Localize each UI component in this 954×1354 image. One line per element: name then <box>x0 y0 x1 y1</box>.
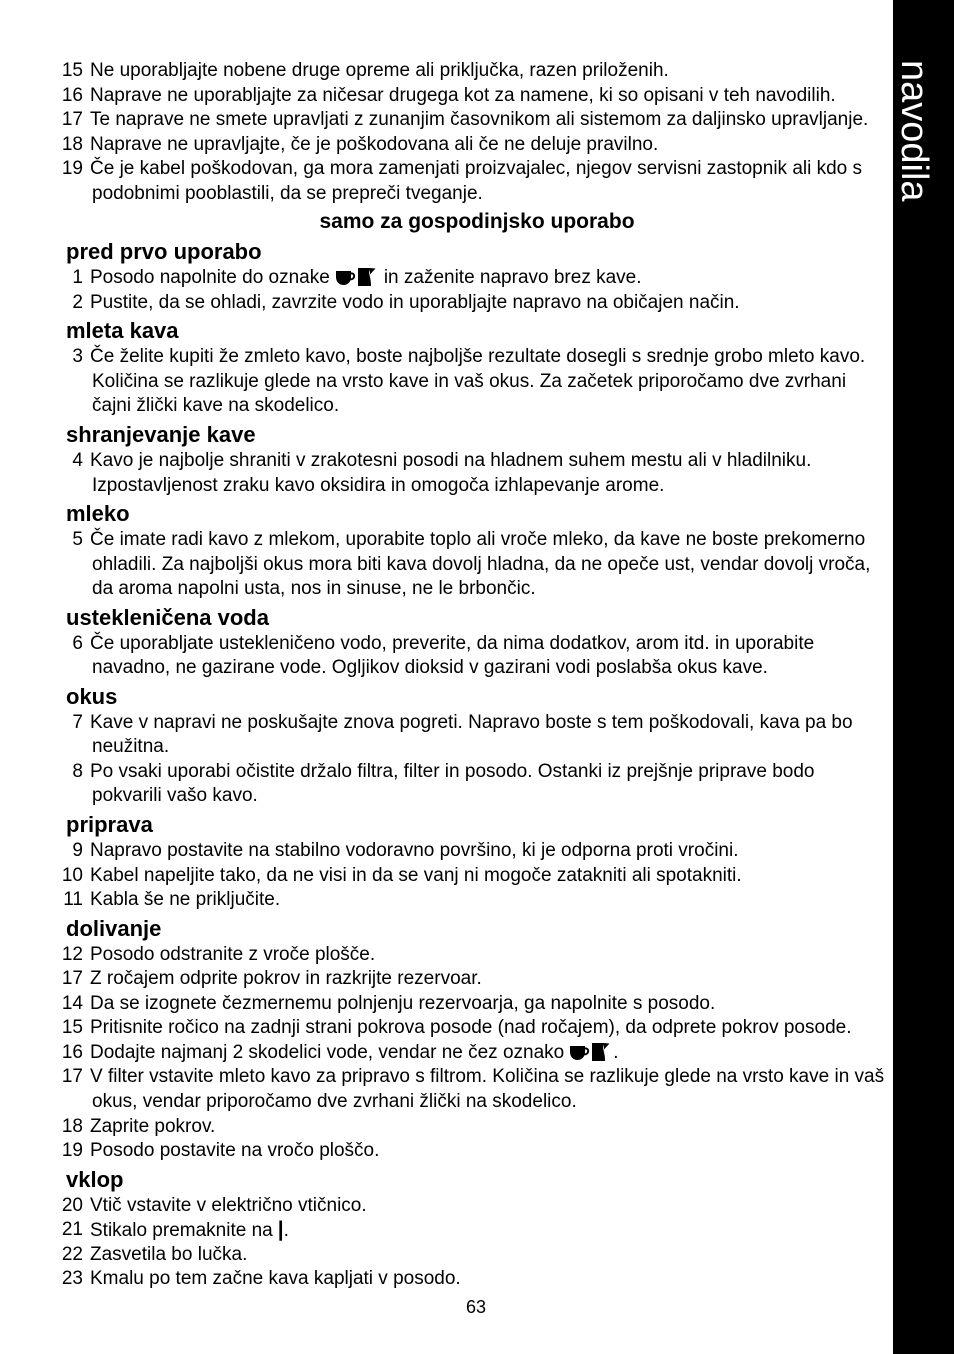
item-text: Količina se razlikuje glede na vrsto kave in vaš okus. Za začetek priporočamo dve zvrhani <box>92 370 847 392</box>
list-item <box>0 266 893 291</box>
item-line <box>0 345 893 370</box>
item-line <box>0 1194 893 1219</box>
section-before-first-use <box>0 236 893 315</box>
section-heading: ustekleničena voda <box>66 604 269 630</box>
safety-list <box>0 59 893 206</box>
section-heading: shranjevanje kave <box>66 422 256 448</box>
item-text: Kave v napravi ne poskušajte znova pogreti. Napravo boste s tem poškodovali, kava pa bo <box>90 711 853 733</box>
section-heading: vklop <box>66 1166 124 1192</box>
item-line <box>0 59 893 84</box>
item-number: 1 <box>72 267 83 289</box>
item-number: 2 <box>72 291 83 313</box>
list-item <box>0 1139 893 1164</box>
item-number: 16 <box>61 84 83 106</box>
item-number: 22 <box>61 1243 83 1265</box>
section-heading: pred prvo uporabo <box>66 239 262 265</box>
item-number: 17 <box>61 968 83 990</box>
cup-and-jug-icon <box>569 1041 613 1062</box>
item-number: 10 <box>61 864 83 886</box>
list-item <box>0 157 893 206</box>
list-item <box>0 84 893 109</box>
item-line-continuation <box>0 577 893 602</box>
item-number: 7 <box>72 711 83 733</box>
item-text: čajni žlički kave na skodelico. <box>92 395 340 417</box>
item-line-continuation <box>0 370 893 395</box>
section-preparation <box>0 809 893 913</box>
item-number: 18 <box>61 1115 83 1137</box>
item-number: 16 <box>61 1041 83 1063</box>
item-text <box>90 1218 289 1244</box>
list-item <box>0 1065 893 1114</box>
list-item <box>0 864 893 889</box>
item-text: Če je kabel poškodovan, ga mora zamenjati proizvajalec, njegov servisni zastopnik ali kdo s <box>90 158 863 180</box>
item-line <box>0 108 893 133</box>
item-line <box>0 632 893 657</box>
list-item <box>0 449 893 498</box>
list-item <box>0 291 893 316</box>
item-text <box>90 266 642 291</box>
section-heading: dolivanje <box>66 915 162 941</box>
item-line <box>0 1243 893 1268</box>
item-text-after: in zaženite napravo brez kave. <box>383 267 642 289</box>
section-heading: priprava <box>66 812 153 838</box>
list-item <box>0 888 893 913</box>
item-text: V filter vstavite mleto kavo za pripravo s filtrom. Količina se razlikuje glede na vrsto kave in vaš <box>90 1066 885 1088</box>
list-item <box>0 943 893 968</box>
list-item <box>0 1041 893 1066</box>
item-text: pokvarili vašo kavo. <box>92 785 258 807</box>
section-storing-coffee <box>0 419 893 498</box>
item-text: Te naprave ne smete upravljati z zunanjim časovnikom ali sistemom za daljinsko upravljanje. <box>90 109 869 131</box>
item-text: Izpostavljenost zraku kavo oksidira in omogoča izhlapevanje arome. <box>92 474 665 496</box>
item-number: 15 <box>61 60 83 81</box>
item-number: 9 <box>72 840 83 862</box>
item-line <box>0 943 893 968</box>
list-item <box>0 133 893 158</box>
item-line <box>0 967 893 992</box>
item-text: Kavo je najbolje shraniti v zrakotesni posodi na hladnem suhem mestu ali v hladilniku. <box>90 450 812 472</box>
item-line-continuation <box>0 735 893 760</box>
cup-and-jug-icon <box>335 266 379 287</box>
section-filling <box>0 913 893 1164</box>
item-text: neužitna. <box>92 736 170 758</box>
item-number: 12 <box>61 943 83 965</box>
section-heading: mleta kava <box>66 318 179 344</box>
item-text: Če uporabljate ustekleničeno vodo, preverite, da nima dodatkov, arom itd. in uporabite <box>90 632 815 654</box>
item-text: Z ročajem odprite pokrov in razkrijte rezervoar. <box>90 968 482 990</box>
item-text: Kabel napeljite tako, da ne visi in da se vanj ni mogoče zatakniti ali spotakniti. <box>90 864 742 886</box>
list-item <box>0 59 893 84</box>
item-number: 3 <box>72 346 83 368</box>
list-item <box>0 345 893 419</box>
page-number: 63 <box>465 1297 487 1317</box>
item-number: 11 <box>63 889 83 911</box>
item-line <box>0 291 893 316</box>
item-text: okus, vendar priporočamo dve zvrhani žlički na skodelico. <box>92 1090 577 1112</box>
item-number: 15 <box>61 1017 83 1039</box>
item-number: 21 <box>61 1219 83 1241</box>
item-text-before: Dodajte najmanj 2 skodelici vode, vendar ne čez oznako <box>90 1041 565 1063</box>
item-number: 17 <box>61 109 83 131</box>
side-tab <box>893 0 954 1354</box>
list-item <box>0 967 893 992</box>
item-text-before: Stikalo premaknite na <box>90 1220 273 1242</box>
item-line <box>0 864 893 889</box>
section-taste <box>0 681 893 809</box>
item-text: Napravo postavite na stabilno vodoravno površino, ki je odporna proti vročini. <box>90 840 739 862</box>
item-text: Posodo odstranite z vroče plošče. <box>90 943 376 965</box>
list-item <box>0 1115 893 1140</box>
item-number: 5 <box>72 529 83 551</box>
item-line <box>0 1065 893 1090</box>
item-line-continuation <box>0 553 893 578</box>
item-number: 18 <box>61 133 83 155</box>
item-text: ohladili. Za najboljši okus mora biti kava dovolj hladna, da ne opeče ust, vendar dovolj vroča, <box>92 553 871 575</box>
list-item <box>0 839 893 864</box>
item-line <box>0 711 893 736</box>
item-number: 23 <box>61 1268 83 1290</box>
item-text <box>90 1041 619 1066</box>
item-text: Posodo postavite na vročo ploščo. <box>90 1140 380 1162</box>
list-item <box>0 1016 893 1041</box>
item-text: Da se izognete čezmernemu polnjenju rezervoarja, ga napolnite s posodo. <box>90 992 716 1014</box>
list-item <box>0 1243 893 1268</box>
item-line-continuation <box>0 784 893 809</box>
item-text: Kmalu po tem začne kava kapljati v posodo. <box>90 1268 461 1290</box>
item-text: Pustite, da se ohladi, zavrzite vodo in uporabljajte napravo na običajen način. <box>90 291 740 313</box>
item-line <box>0 1267 893 1292</box>
list-item <box>0 711 893 760</box>
item-text: Kabla še ne priključite. <box>90 889 281 911</box>
item-number: 20 <box>61 1194 83 1216</box>
item-text: Zasvetila bo lučka. <box>90 1243 248 1265</box>
item-text-after: . <box>283 1220 289 1242</box>
item-line <box>0 133 893 158</box>
item-line <box>0 888 893 913</box>
item-line <box>0 84 893 109</box>
item-line <box>0 760 893 785</box>
section-ground-coffee <box>0 315 893 419</box>
section-heading: okus <box>66 683 118 709</box>
item-line <box>0 157 893 182</box>
item-text: podobnimi pooblastili, da se prepreči tveganje. <box>92 182 483 204</box>
item-text: Pritisnite ročico na zadnji strani pokrova posode (nad ročajem), da odprete pokrov posode. <box>90 1017 852 1039</box>
item-text-after: . <box>613 1041 619 1063</box>
item-line <box>0 449 893 474</box>
list-item <box>0 1218 893 1243</box>
list-item <box>0 760 893 809</box>
side-tab-label: navodila <box>893 60 935 202</box>
item-text: Če imate radi kavo z mlekom, uporabite toplo ali vroče mleko, da kave ne boste prekomerno <box>90 529 866 551</box>
item-text: Naprave ne uporabljajte za ničesar drugega kot za namene, ki so opisani v teh navodilih. <box>90 84 836 106</box>
item-line <box>0 528 893 553</box>
item-text: Zaprite pokrov. <box>90 1115 216 1137</box>
item-text: Vtič vstavite v električno vtičnico. <box>90 1194 367 1216</box>
on-switch-symbol: | <box>277 1218 284 1242</box>
list-item <box>0 992 893 1017</box>
list-item <box>0 1194 893 1219</box>
item-line <box>0 266 893 291</box>
item-line <box>0 1115 893 1140</box>
section-milk <box>0 498 893 602</box>
item-text: da aroma napolni usta, nos in sinuse, ne le brbončic. <box>92 578 536 600</box>
item-number: 4 <box>72 450 83 472</box>
section-heading: mleko <box>66 501 130 527</box>
list-item <box>0 632 893 681</box>
item-text: Ne uporabljajte nobene druge opreme ali priključka, razen priloženih. <box>90 60 669 81</box>
item-line-continuation <box>0 474 893 499</box>
item-line-continuation <box>0 656 893 681</box>
household-use-notice: samo za gospodinjsko uporabo <box>319 210 635 234</box>
item-line <box>0 839 893 864</box>
item-number: 17 <box>61 1066 83 1088</box>
list-item <box>0 1267 893 1292</box>
page-content <box>0 59 893 1292</box>
item-number: 8 <box>72 760 83 782</box>
item-number: 19 <box>61 158 83 180</box>
item-text-before: Posodo napolnite do oznake <box>90 267 330 289</box>
item-text: Če želite kupiti že zmleto kavo, boste najboljše rezultate dosegli s srednje grobo mleto kavo. <box>90 346 866 368</box>
item-line <box>0 1139 893 1164</box>
list-item <box>0 108 893 133</box>
item-number: 19 <box>61 1140 83 1162</box>
item-line-continuation <box>0 1090 893 1115</box>
item-line <box>0 1041 893 1066</box>
item-text: Naprave ne upravljajte, če je poškodovana ali če ne deluje pravilno. <box>90 133 659 155</box>
section-switching-on <box>0 1164 893 1292</box>
list-item <box>0 528 893 602</box>
item-line-continuation <box>0 182 893 207</box>
item-text: navadno, ne gazirane vode. Ogljikov dioksid v gazirani vodi poslabša okus kave. <box>92 657 768 679</box>
item-number: 6 <box>72 632 83 654</box>
section-bottled-water <box>0 602 893 681</box>
item-number: 14 <box>61 992 83 1014</box>
item-line <box>0 1016 893 1041</box>
item-line <box>0 992 893 1017</box>
item-line <box>0 1218 893 1243</box>
item-text: Po vsaki uporabi očistite držalo filtra, filter in posodo. Ostanki iz prejšnje priprave bodo <box>90 760 815 782</box>
item-line-continuation <box>0 394 893 419</box>
